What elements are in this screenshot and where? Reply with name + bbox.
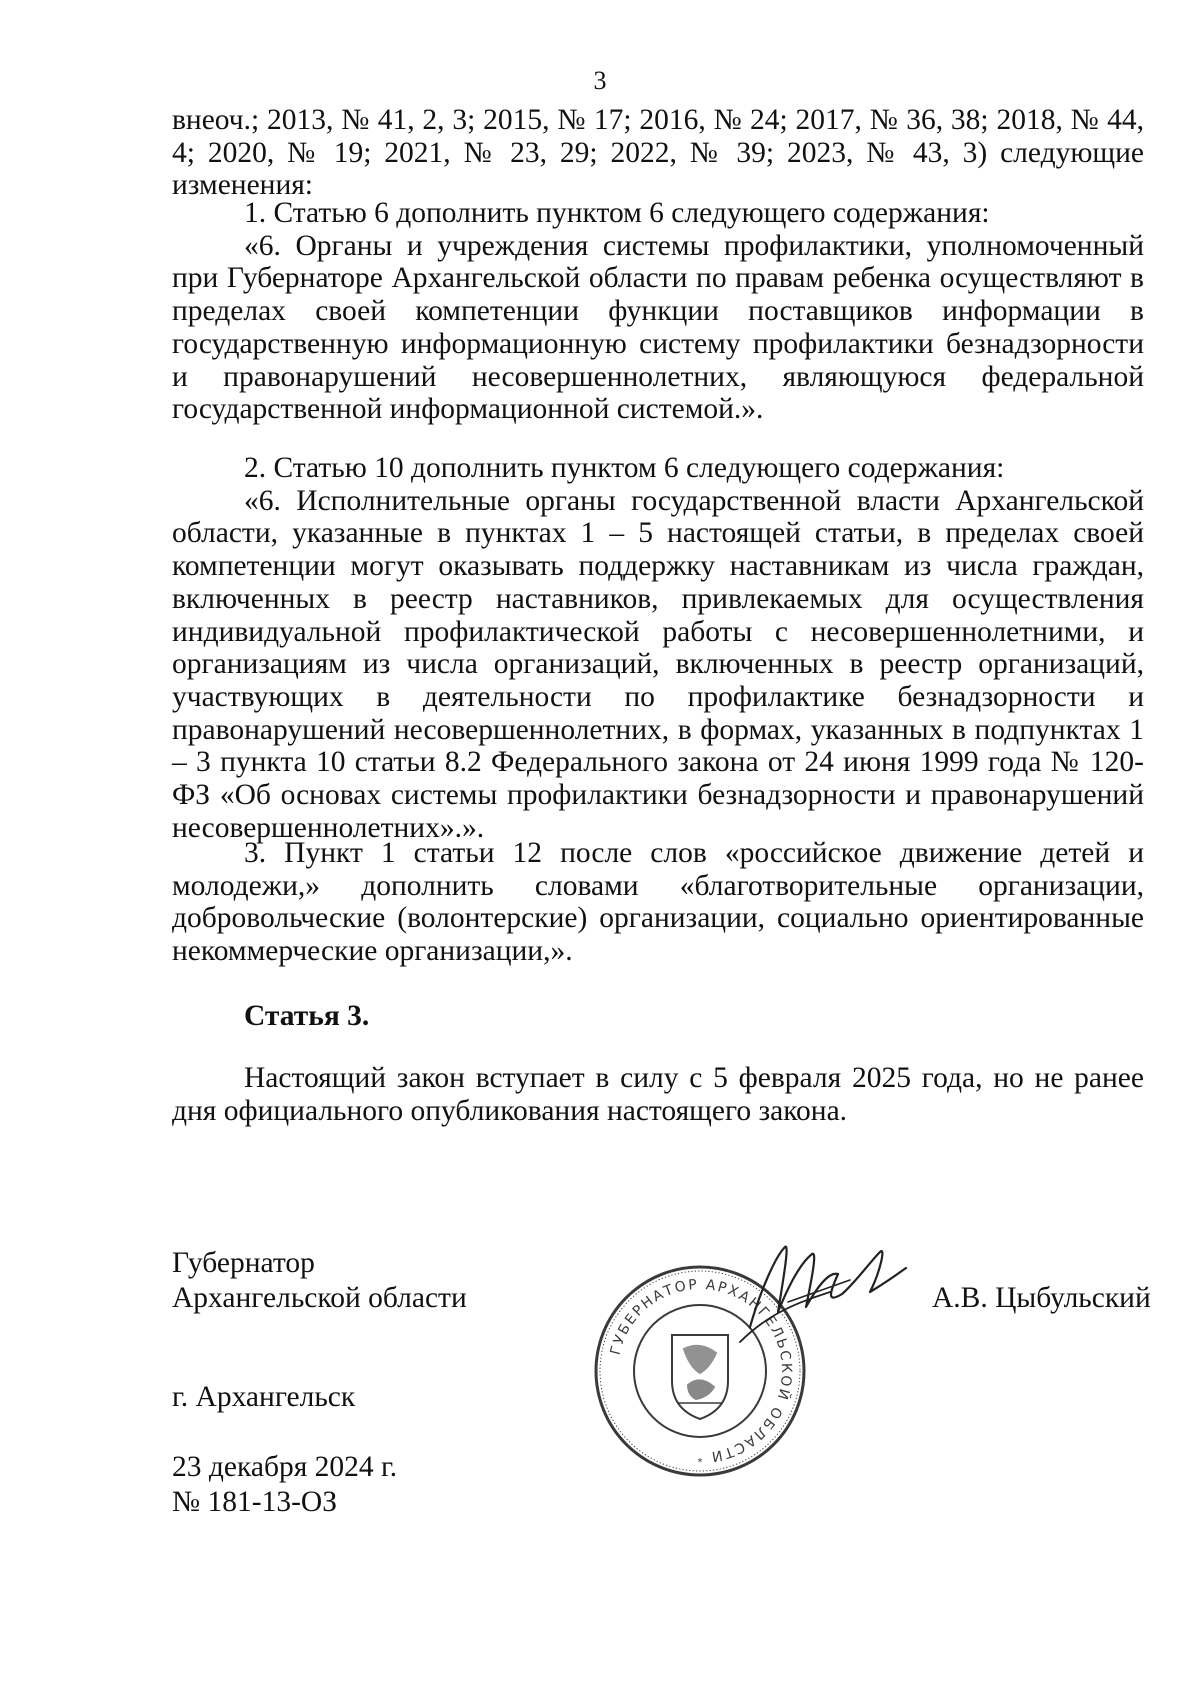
signer-name-block bbox=[932, 1281, 1151, 1316]
article-3-title: Статья 3. bbox=[244, 1000, 370, 1032]
article-3-body bbox=[172, 1062, 1144, 1127]
amendment-2-heading: 2. Статью 10 дополнить пунктом 6 следующего содержания: bbox=[244, 452, 1005, 484]
amendment-3-text: 3. Пункт 1 статьи 12 после слов «российское движение детей и молодежи,» дополнить словами «благотворительные организации, добровольческие (волонтерские) организации, социально ориентированные некоммерческие организации,». bbox=[172, 837, 1144, 968]
amendment-1 bbox=[172, 197, 1144, 426]
city: г. Архангельск bbox=[172, 1381, 356, 1413]
coat-of-arms-icon bbox=[672, 1335, 728, 1419]
article-3-text: Настоящий закон вступает в силу с 5 февраля 2025 года, но не ранее дня официального опубликования настоящего закона. bbox=[172, 1062, 1144, 1127]
amendment-1-heading: 1. Статью 6 дополнить пунктом 6 следующего содержания: bbox=[244, 197, 990, 229]
amendment-2 bbox=[172, 452, 1144, 844]
seal-ring-text: ГУБЕРНАТОР АРХАНГЕЛЬСКОЙ ОБЛАСТИ bbox=[607, 1276, 795, 1465]
signer-position-line2: Архангельской области bbox=[172, 1282, 467, 1314]
amendment-3 bbox=[172, 837, 1144, 968]
signing-date: 23 декабря 2024 г. bbox=[172, 1451, 398, 1483]
amendment-1-quote: «6. Органы и учреждения системы профилактики, уполномоченный при Губернаторе Архангельской области по правам ребенка осуществляют в пределах своей компетенции функции поставщиков информации в государственную информационную систему профилактики безнадзорности и правонарушений несовершеннолетних, являющуюся федеральной государственной информационной системой.». bbox=[172, 229, 1144, 426]
seal-star-icon: * bbox=[697, 1457, 703, 1468]
signer-position-line1: Губернатор bbox=[172, 1247, 315, 1279]
city-block bbox=[172, 1380, 355, 1415]
page-number: 3 bbox=[593, 66, 607, 95]
law-number: № 181-13-ОЗ bbox=[172, 1486, 338, 1518]
amendment-2-quote: «6. Исполнительные органы государственной власти Архангельской области, указанные в пунктах 1 – 5 настоящей статьи, в пределах своей компетенции могут оказывать поддержку наставникам из числа граждан, включенных в реестр наставников, привлекаемых для осуществления индивидуальной профилактической работы с несовершеннолетними, и организациям из числа организаций, включенных в реестр организаций, участвующих в деятельности по профилактике безнадзорности и правонарушений несовершеннолетних, в формах, указанных в подпунктах 1 – 3 пункта 10 статьи 8.2 Федерального закона от 24 июня 1999 года № 120-ФЗ «Об основах системы профилактики безнадзорности и правонарушений несовершеннолетних».». bbox=[172, 484, 1144, 844]
handwritten-signature bbox=[730, 1232, 910, 1362]
article-3-heading-block bbox=[172, 1000, 1144, 1033]
signer-position bbox=[172, 1246, 467, 1316]
intro-text: внеоч.; 2013, № 41, 2, 3; 2015, № 17; 2016, № 24; 2017, № 36, 38; 2018, № 44, 4; 2020, № 19; 2021, № 23, 29; 2022, № 39; 2023, № 43, 3) следующие изменения: bbox=[172, 104, 1144, 202]
signer-name: А.В. Цыбульский bbox=[932, 1282, 1151, 1314]
date-block bbox=[172, 1450, 397, 1520]
intro-paragraph bbox=[172, 104, 1144, 202]
